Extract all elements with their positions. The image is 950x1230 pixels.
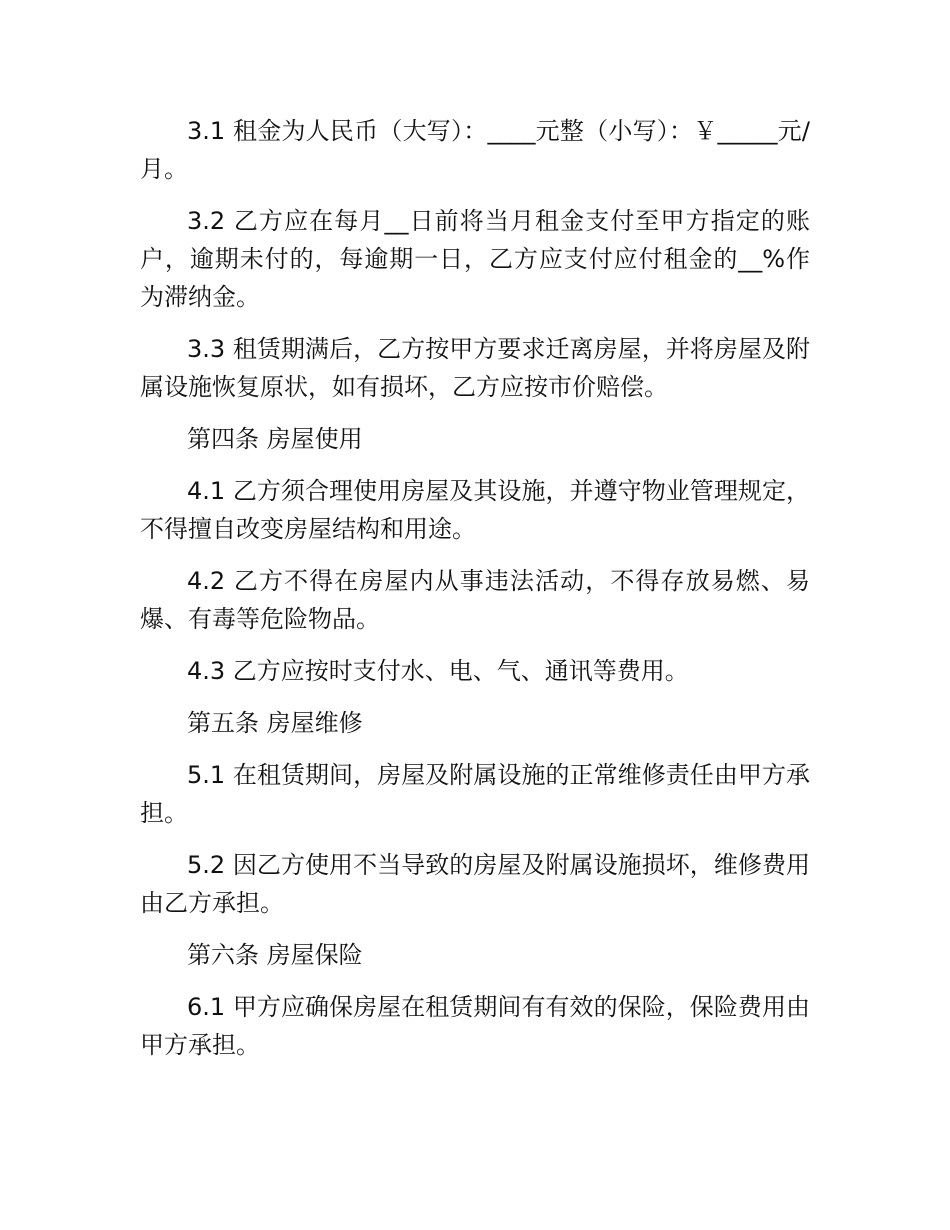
article-6-heading: 第六条 房屋保险 <box>187 941 363 969</box>
article-4-heading: 第四条 房屋使用 <box>187 425 363 453</box>
clause-4-1: 4.1 乙方须合理使用房屋及其设施，并遵守物业管理规定，不得擅自改变房屋结构和用途。 <box>140 477 810 543</box>
clause-3-3: 3.3 租赁期满后，乙方按甲方要求迁离房屋，并将房屋及附属设施恢复原状，如有损坏，乙方应按市价赔偿。 <box>140 335 810 401</box>
clause-4-3: 4.3 乙方应按时支付水、电、气、通讯等费用。 <box>187 657 689 685</box>
clause-3-2: 3.2 乙方应在每月__日前将当月租金支付至甲方指定的账户，逾期未付的，每逾期一日，乙方应支付应付租金的__%作为滞纳金。 <box>140 207 810 311</box>
clause-6-1: 6.1 甲方应确保房屋在租赁期间有有效的保险，保险费用由甲方承担。 <box>140 993 810 1059</box>
article-5-heading: 第五条 房屋维修 <box>187 709 363 737</box>
clause-5-1: 5.1 在租赁期间，房屋及附属设施的正常维修责任由甲方承担。 <box>140 761 810 827</box>
clause-3-1: 3.1 租金为人民币（大写）：____元整（小写）：￥_____元/月。 <box>140 117 810 183</box>
clause-5-2: 5.2 因乙方使用不当导致的房屋及附属设施损坏，维修费用由乙方承担。 <box>140 851 810 917</box>
clause-4-2: 4.2 乙方不得在房屋内从事违法活动，不得存放易燃、易爆、有毒等危险物品。 <box>140 567 810 633</box>
document-body <box>140 112 810 1078</box>
